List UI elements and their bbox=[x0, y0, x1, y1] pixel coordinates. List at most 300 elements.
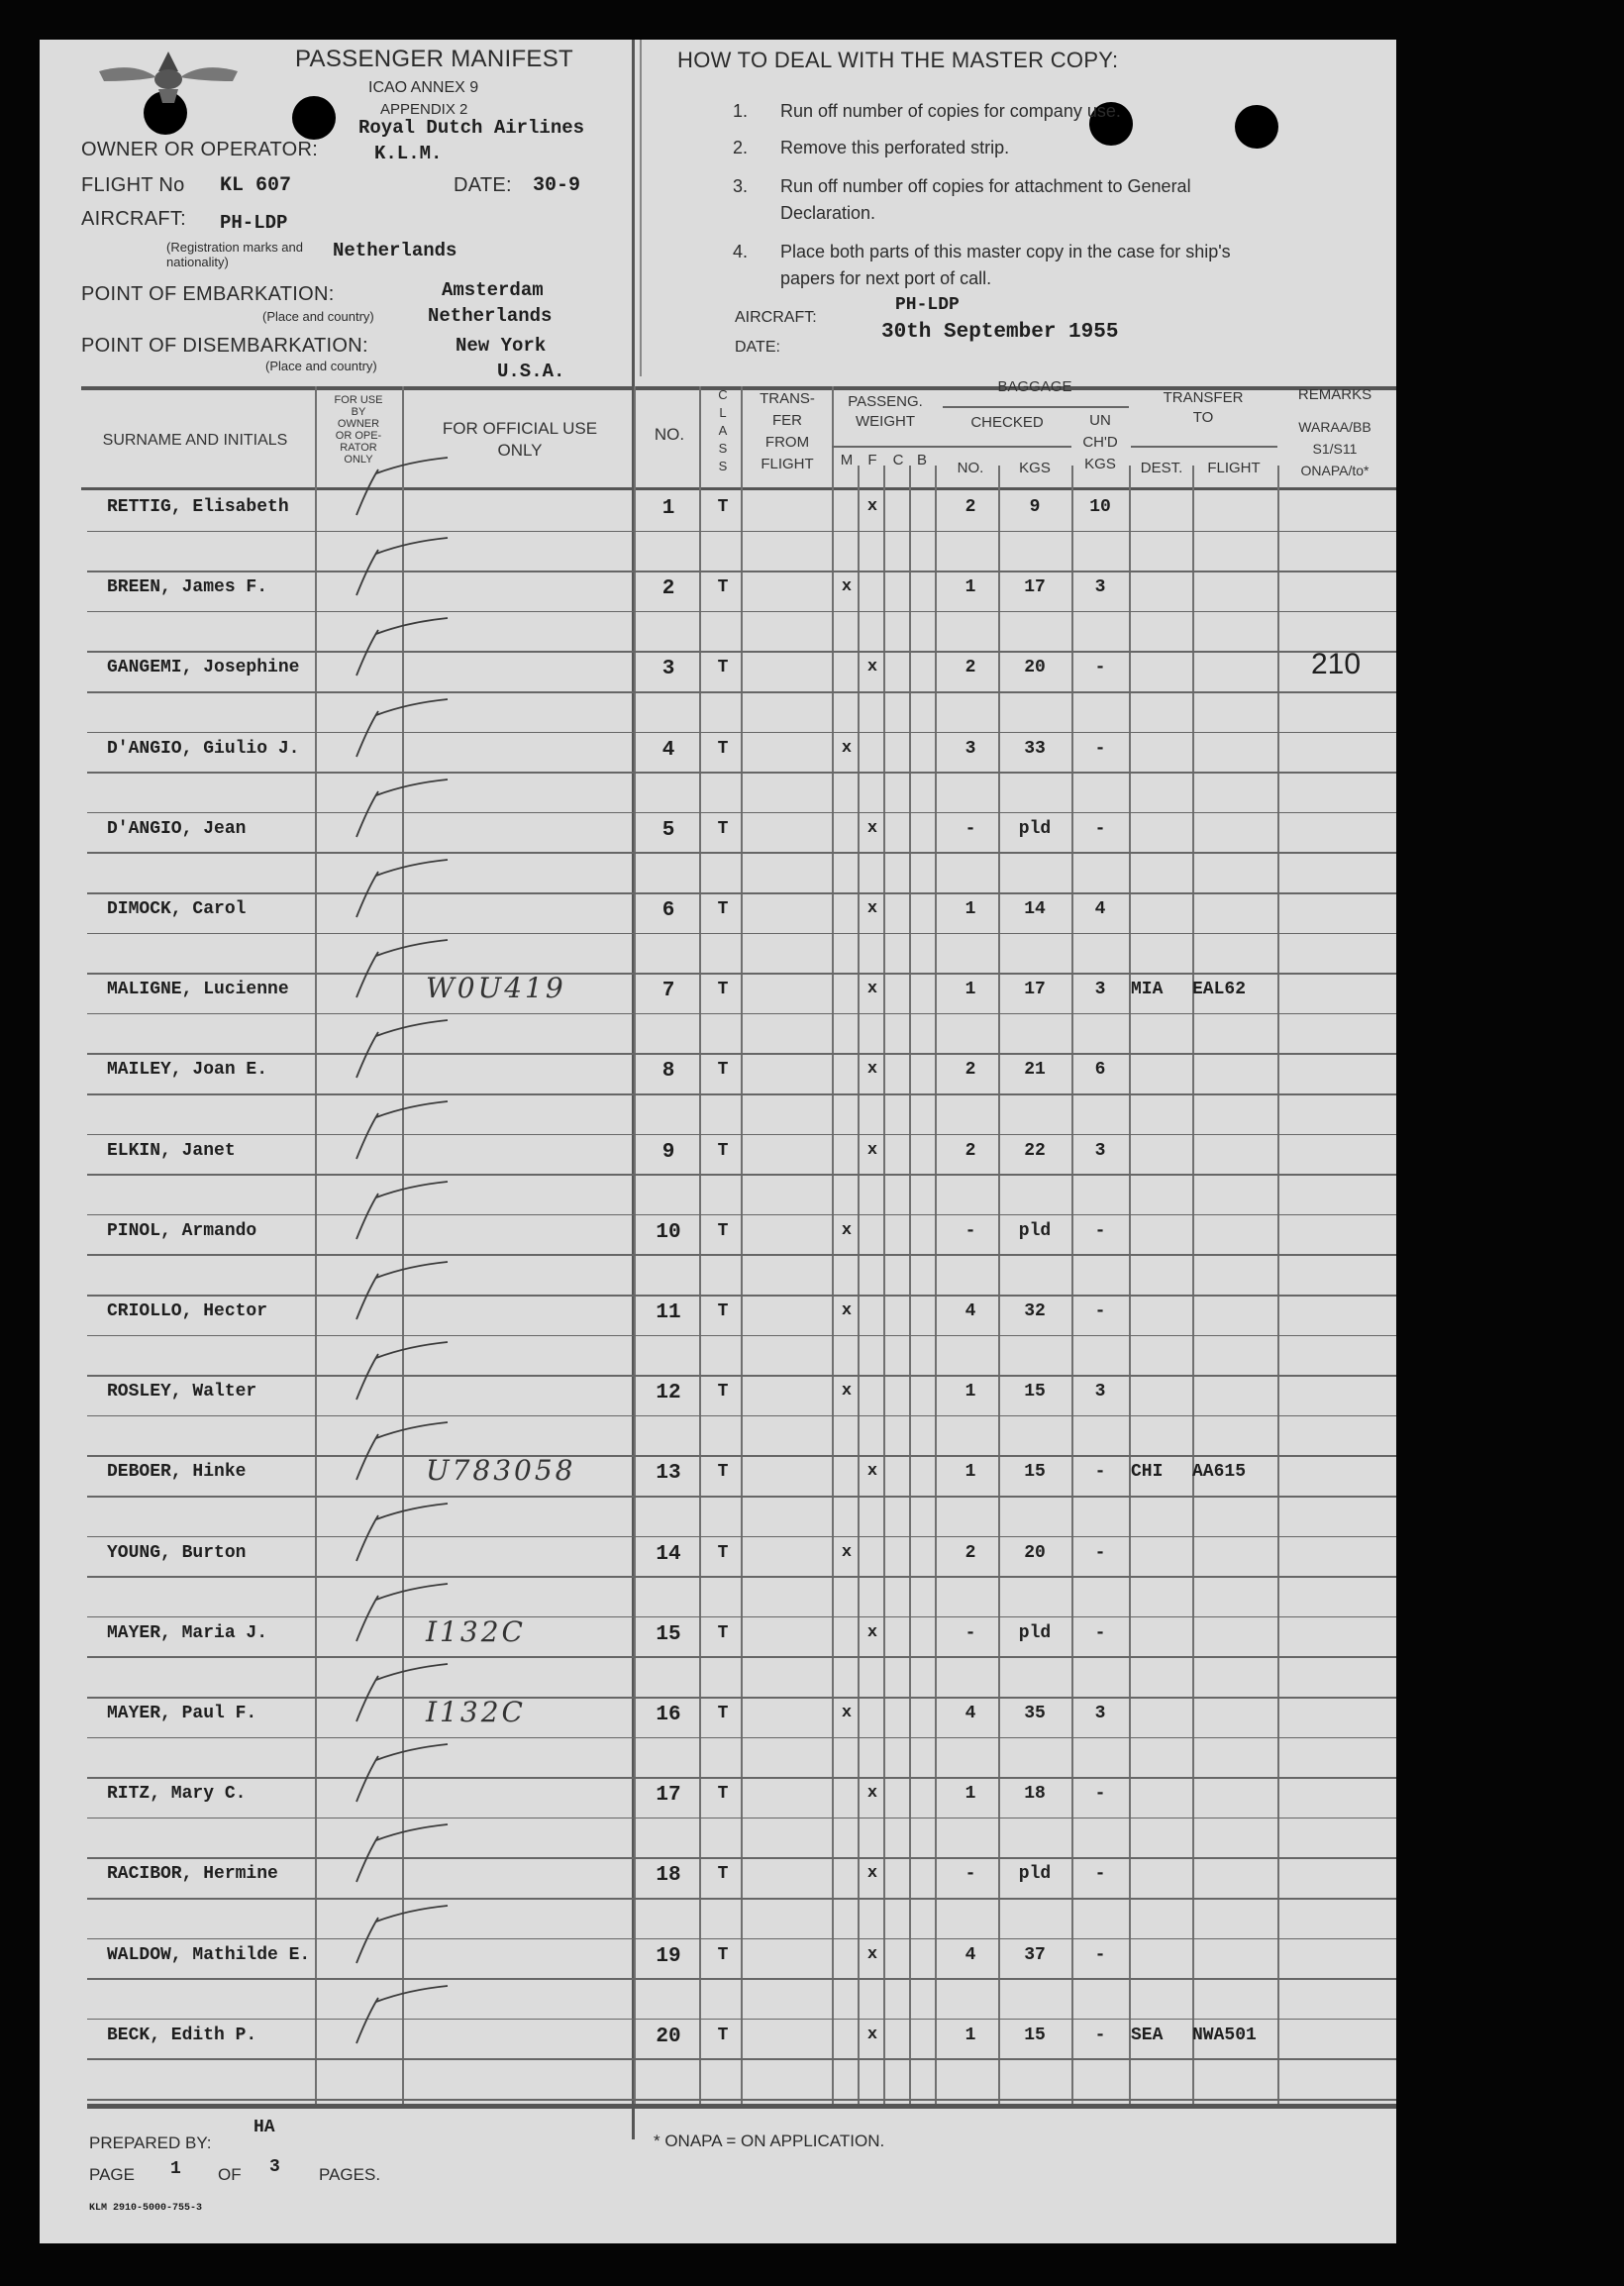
column-rule bbox=[634, 386, 636, 2108]
row-rule bbox=[87, 852, 1396, 854]
col-b: B bbox=[916, 452, 927, 468]
row-rule bbox=[87, 651, 1396, 653]
cell-no: 8 bbox=[661, 1060, 675, 1084]
cell-kgs: 33 bbox=[1024, 738, 1046, 759]
header-divider-2 bbox=[640, 40, 642, 376]
flight-value: KL 607 bbox=[220, 174, 292, 197]
header-bottom-line bbox=[81, 487, 1396, 490]
cell-unchd: - bbox=[1094, 2025, 1106, 2045]
col-transfer-from: TRANS- FER FROM FLIGHT bbox=[760, 390, 815, 472]
cell-bag-no: - bbox=[964, 818, 976, 839]
cell-cls: T bbox=[717, 1784, 729, 1805]
column-rule bbox=[699, 386, 701, 2108]
official-use-entry: I132C bbox=[426, 1696, 526, 1728]
cell-unchd: - bbox=[1094, 658, 1106, 678]
check-mark-icon bbox=[349, 1742, 457, 1812]
passenger-name: RACIBOR, Hermine bbox=[107, 1864, 278, 1885]
passenger-name: RITZ, Mary C. bbox=[107, 1784, 247, 1805]
col-owner-use: FOR USE BY OWNER OR OPE- RATOR ONLY bbox=[334, 394, 383, 466]
header-sub-rule bbox=[832, 446, 943, 448]
cell-bag-no: 4 bbox=[964, 1301, 976, 1321]
weight-mark: x bbox=[866, 1784, 878, 1804]
instruction-num: 3. bbox=[733, 176, 749, 196]
check-mark-icon bbox=[349, 1099, 457, 1169]
instruction-text: Place both parts of this master copy in the case for ship's bbox=[780, 242, 1231, 261]
row-rule bbox=[87, 1295, 1396, 1297]
cell-unchd: - bbox=[1094, 1542, 1106, 1563]
cell-bag-no: 1 bbox=[964, 2025, 976, 2045]
owner-label: OWNER OR OPERATOR: bbox=[81, 139, 319, 160]
column-rule bbox=[741, 386, 743, 2108]
col-official: FOR OFFICIAL USE ONLY bbox=[442, 419, 598, 460]
check-mark-icon bbox=[349, 697, 457, 767]
row-rule bbox=[87, 812, 1396, 814]
cell-unchd: - bbox=[1094, 1301, 1106, 1321]
cell-no: 1 bbox=[661, 497, 675, 520]
weight-mark: x bbox=[866, 899, 878, 918]
cell-cls: T bbox=[717, 1542, 729, 1563]
onapa-note: * ONAPA = ON APPLICATION. bbox=[654, 2131, 885, 2150]
weight-mark: x bbox=[866, 658, 878, 677]
cell-cls: T bbox=[717, 1864, 729, 1885]
check-mark-icon bbox=[349, 1662, 457, 1731]
check-mark-icon bbox=[349, 778, 457, 847]
instr-date-label: DATE: bbox=[735, 339, 780, 356]
row-rule bbox=[87, 1978, 1396, 1980]
row-rule bbox=[87, 973, 1396, 975]
cell-dest: SEA bbox=[1131, 2025, 1164, 2045]
passenger-name: PINOL, Armando bbox=[107, 1220, 257, 1241]
row-rule bbox=[87, 1375, 1396, 1377]
embark-country: Netherlands bbox=[428, 305, 553, 327]
registration-note: (Registration marks and nationality) bbox=[166, 240, 303, 269]
cell-no: 15 bbox=[656, 1622, 681, 1646]
cell-unchd: 6 bbox=[1094, 1060, 1106, 1081]
check-mark-icon bbox=[349, 1822, 457, 1892]
cell-bag-no: - bbox=[964, 1864, 976, 1885]
col-baggage: BAGGAGE bbox=[997, 378, 1072, 395]
cell-no: 14 bbox=[656, 1542, 681, 1566]
cell-cls: T bbox=[717, 738, 729, 759]
cell-bag-no: 3 bbox=[964, 738, 976, 759]
passenger-name: BECK, Edith P. bbox=[107, 2025, 257, 2045]
passenger-name: CRIOLLO, Hector bbox=[107, 1301, 268, 1321]
cell-kgs: 22 bbox=[1024, 1140, 1046, 1161]
col-f: F bbox=[867, 452, 877, 468]
cell-no: 3 bbox=[661, 658, 675, 681]
cell-no: 20 bbox=[656, 2025, 681, 2048]
row-rule bbox=[87, 1898, 1396, 1900]
disembark-label: POINT OF DISEMBARKATION: bbox=[81, 335, 368, 357]
cell-bag-no: 2 bbox=[964, 497, 976, 517]
col-remarks: REMARKS bbox=[1297, 386, 1372, 403]
cell-kgs: 20 bbox=[1024, 658, 1046, 678]
row-rule bbox=[87, 1496, 1396, 1498]
cell-kgs: pld bbox=[1018, 1220, 1052, 1241]
cell-bag-no: 2 bbox=[964, 1542, 976, 1563]
cell-no: 4 bbox=[661, 738, 675, 762]
prepared-value: HA bbox=[254, 2118, 275, 2137]
weight-mark: x bbox=[866, 1944, 878, 1964]
row-rule bbox=[87, 1053, 1396, 1055]
instruction-text: Run off number of copies for company use. bbox=[780, 101, 1121, 121]
check-mark-icon bbox=[349, 1582, 457, 1651]
instr-date-value: 30th September 1955 bbox=[881, 321, 1119, 344]
row-rule bbox=[87, 892, 1396, 894]
cell-bag-no: 2 bbox=[964, 1140, 976, 1161]
instruction-num: 4. bbox=[733, 242, 749, 261]
weight-mark: x bbox=[866, 1622, 878, 1642]
cell-kgs: 15 bbox=[1024, 1462, 1046, 1483]
cell-cls: T bbox=[717, 577, 729, 598]
cell-kgs: 37 bbox=[1024, 1944, 1046, 1965]
embark-city: Amsterdam bbox=[442, 279, 544, 301]
row-rule bbox=[87, 1455, 1396, 1457]
row-rule bbox=[87, 1576, 1396, 1578]
cell-kgs: 32 bbox=[1024, 1301, 1046, 1321]
embark-note: (Place and country) bbox=[262, 309, 374, 324]
cell-cls: T bbox=[717, 980, 729, 1000]
cell-no: 9 bbox=[661, 1140, 675, 1164]
cell-kgs: 20 bbox=[1024, 1542, 1046, 1563]
cell-bag-no: 2 bbox=[964, 1060, 976, 1081]
col-no: NO. bbox=[654, 425, 685, 444]
header-sub-rule bbox=[1131, 446, 1277, 448]
cell-no: 11 bbox=[656, 1301, 681, 1324]
header-sub-rule bbox=[943, 446, 1071, 448]
instruction-num: 1. bbox=[733, 101, 749, 121]
passenger-name: DEBOER, Hinke bbox=[107, 1462, 247, 1483]
cell-bag-no: 1 bbox=[964, 980, 976, 1000]
weight-mark: x bbox=[866, 1060, 878, 1080]
row-rule bbox=[87, 1174, 1396, 1176]
weight-mark: x bbox=[841, 1704, 853, 1722]
check-mark-icon bbox=[349, 1904, 457, 1973]
cell-unchd: 10 bbox=[1089, 497, 1111, 517]
column-rule bbox=[935, 466, 937, 2108]
instr-aircraft-label: AIRCRAFT: bbox=[735, 309, 817, 326]
column-rule bbox=[832, 386, 834, 2108]
cell-bag-no: 1 bbox=[964, 1462, 976, 1483]
disembark-note: (Place and country) bbox=[265, 359, 377, 373]
pages-label: PAGES. bbox=[319, 2165, 381, 2184]
instruction-text: Declaration. bbox=[780, 203, 876, 223]
row-rule bbox=[87, 1013, 1396, 1015]
disembark-country: U.S.A. bbox=[497, 361, 565, 382]
cell-dest: MIA bbox=[1131, 980, 1164, 1000]
official-use-entry: U783058 bbox=[426, 1454, 576, 1488]
check-mark-icon bbox=[349, 1260, 457, 1329]
cell-kgs: 15 bbox=[1024, 2025, 1046, 2045]
row-rule bbox=[87, 1938, 1396, 1940]
weight-mark: x bbox=[866, 1462, 878, 1482]
cell-bag-no: 1 bbox=[964, 577, 976, 598]
cell-unchd: - bbox=[1094, 1864, 1106, 1885]
cell-cls: T bbox=[717, 1060, 729, 1081]
instructions-title: HOW TO DEAL WITH THE MASTER COPY: bbox=[677, 48, 1119, 72]
check-mark-icon bbox=[349, 1018, 457, 1088]
column-rule bbox=[998, 466, 1000, 2108]
cell-no: 16 bbox=[656, 1704, 681, 1726]
row-rule bbox=[87, 1777, 1396, 1779]
cell-bag-no: 1 bbox=[964, 899, 976, 919]
passenger-name: MAYER, Paul F. bbox=[107, 1704, 257, 1723]
row-rule bbox=[87, 2019, 1396, 2021]
cell-flight: NWA501 bbox=[1192, 2025, 1257, 2045]
punch-hole bbox=[292, 96, 336, 140]
passenger-name: ELKIN, Janet bbox=[107, 1140, 236, 1161]
cell-bag-no: - bbox=[964, 1622, 976, 1643]
col-surname: SURNAME AND INITIALS bbox=[102, 432, 288, 449]
row-rule bbox=[87, 2099, 1396, 2101]
cell-remark: 210 bbox=[1310, 648, 1362, 681]
flight-label: FLIGHT No bbox=[81, 174, 185, 196]
row-rule bbox=[87, 1214, 1396, 1216]
passenger-name: RETTIG, Elisabeth bbox=[107, 497, 289, 517]
check-mark-icon bbox=[349, 1420, 457, 1490]
cell-kgs: 17 bbox=[1024, 980, 1046, 1000]
check-mark-icon bbox=[349, 858, 457, 927]
col-flight: FLIGHT bbox=[1207, 460, 1261, 476]
cell-unchd: 3 bbox=[1094, 1140, 1106, 1161]
weight-mark: x bbox=[866, 818, 878, 838]
check-mark-icon bbox=[349, 456, 457, 525]
cell-cls: T bbox=[717, 1140, 729, 1161]
cell-flight: AA615 bbox=[1192, 1462, 1247, 1483]
cell-kgs: 15 bbox=[1024, 1382, 1046, 1403]
appendix-label: APPENDIX 2 bbox=[380, 101, 468, 118]
cell-no: 2 bbox=[661, 577, 675, 601]
cell-no: 18 bbox=[656, 1864, 681, 1888]
cell-kgs: 18 bbox=[1024, 1784, 1046, 1805]
cell-cls: T bbox=[717, 1382, 729, 1403]
manifest-title: PASSENGER MANIFEST bbox=[295, 46, 574, 72]
cell-no: 12 bbox=[656, 1382, 681, 1405]
passenger-name: ROSLEY, Walter bbox=[107, 1382, 257, 1403]
col-remarks-codes: WARAA/BB S1/S11 ONAPA/to* bbox=[1298, 419, 1371, 478]
check-mark-icon bbox=[349, 1984, 457, 2053]
instr-aircraft-value: PH-LDP bbox=[895, 295, 960, 315]
check-mark-icon bbox=[349, 1340, 457, 1409]
weight-mark: x bbox=[841, 1382, 853, 1402]
official-use-entry: W0U419 bbox=[426, 972, 566, 1005]
cell-unchd: 3 bbox=[1094, 577, 1106, 598]
aircraft-label: AIRCRAFT: bbox=[81, 208, 187, 230]
cell-kgs: 14 bbox=[1024, 899, 1046, 919]
row-rule bbox=[87, 531, 1396, 533]
row-rule bbox=[87, 611, 1396, 613]
cell-bag-no: 1 bbox=[964, 1784, 976, 1805]
cell-cls: T bbox=[717, 1944, 729, 1965]
cell-unchd: - bbox=[1094, 1622, 1106, 1643]
passenger-name: D'ANGIO, Jean bbox=[107, 818, 247, 839]
page-value: 1 bbox=[170, 2159, 181, 2179]
check-mark-icon bbox=[349, 938, 457, 1007]
cell-no: 13 bbox=[656, 1462, 681, 1486]
weight-mark: x bbox=[866, 980, 878, 999]
cell-cls: T bbox=[717, 899, 729, 919]
klm-logo bbox=[99, 42, 238, 116]
cell-dest: CHI bbox=[1131, 1462, 1164, 1483]
column-rule bbox=[315, 386, 317, 2108]
prepared-label: PREPARED BY: bbox=[89, 2133, 212, 2152]
weight-mark: x bbox=[866, 1140, 878, 1160]
cell-bag-no: 1 bbox=[964, 1382, 976, 1403]
cell-flight: EAL62 bbox=[1192, 980, 1247, 1000]
cell-no: 10 bbox=[656, 1220, 681, 1244]
row-rule bbox=[87, 691, 1396, 693]
column-rule bbox=[1071, 466, 1073, 2108]
column-rule bbox=[883, 466, 885, 2108]
row-rule bbox=[87, 1536, 1396, 1538]
cell-unchd: 3 bbox=[1094, 1382, 1106, 1403]
page-label: PAGE bbox=[89, 2165, 135, 2184]
cell-kgs: pld bbox=[1018, 1864, 1052, 1885]
row-rule bbox=[87, 933, 1396, 935]
passenger-name: DIMOCK, Carol bbox=[107, 899, 247, 919]
cell-kgs: pld bbox=[1018, 1622, 1052, 1643]
airline-name: Royal Dutch Airlines bbox=[358, 117, 585, 139]
column-rule bbox=[1192, 466, 1194, 2108]
cell-bag-no: - bbox=[964, 1220, 976, 1241]
cell-kgs: 21 bbox=[1024, 1060, 1046, 1081]
date-label: DATE: bbox=[454, 174, 512, 196]
instruction-text: Remove this perforated strip. bbox=[780, 138, 1010, 157]
row-rule bbox=[87, 1335, 1396, 1337]
form-code: KLM 2910-5000-755-3 bbox=[89, 2203, 203, 2214]
cell-cls: T bbox=[717, 1704, 729, 1723]
cell-cls: T bbox=[717, 658, 729, 678]
weight-mark: x bbox=[866, 1864, 878, 1884]
col-unchd: UN CH'D KGS bbox=[1082, 412, 1118, 472]
row-rule bbox=[87, 1656, 1396, 1658]
row-rule bbox=[87, 571, 1396, 572]
weight-mark: x bbox=[841, 577, 853, 597]
cell-cls: T bbox=[717, 1622, 729, 1643]
weight-mark: x bbox=[866, 2025, 878, 2044]
row-rule bbox=[87, 1697, 1396, 1699]
cell-kgs: 17 bbox=[1024, 577, 1046, 598]
date-value: 30-9 bbox=[533, 174, 581, 197]
passenger-name: D'ANGIO, Giulio J. bbox=[107, 738, 300, 759]
row-rule bbox=[87, 1857, 1396, 1859]
cell-cls: T bbox=[717, 818, 729, 839]
cell-no: 6 bbox=[661, 899, 675, 922]
cell-cls: T bbox=[717, 1462, 729, 1483]
cell-unchd: - bbox=[1094, 738, 1106, 759]
disembark-city: New York bbox=[456, 335, 547, 357]
cell-cls: T bbox=[717, 497, 729, 517]
passenger-name: MAILEY, Joan E. bbox=[107, 1060, 268, 1081]
cell-no: 7 bbox=[661, 980, 675, 1003]
cell-no: 17 bbox=[656, 1784, 681, 1808]
col-c: C bbox=[892, 452, 904, 468]
col-bag-no: NO. bbox=[957, 460, 984, 476]
cell-no: 19 bbox=[656, 1944, 681, 1968]
passenger-name: GANGEMI, Josephine bbox=[107, 658, 300, 678]
cell-cls: T bbox=[717, 2025, 729, 2045]
col-dest: DEST. bbox=[1140, 460, 1183, 476]
passenger-name: MAYER, Maria J. bbox=[107, 1622, 268, 1643]
col-passenger-weight: PASSENG. WEIGHT bbox=[848, 393, 923, 430]
weight-mark: x bbox=[841, 1220, 853, 1240]
column-rule bbox=[1277, 466, 1279, 2108]
row-rule bbox=[87, 732, 1396, 734]
col-m: M bbox=[840, 452, 854, 468]
row-rule bbox=[87, 1134, 1396, 1136]
cell-no: 5 bbox=[661, 818, 675, 842]
cell-unchd: 3 bbox=[1094, 1704, 1106, 1723]
row-rule bbox=[87, 1254, 1396, 1256]
cell-unchd: - bbox=[1094, 1784, 1106, 1805]
row-rule bbox=[87, 2058, 1396, 2060]
cell-unchd: 4 bbox=[1094, 899, 1106, 919]
check-mark-icon bbox=[349, 616, 457, 685]
annex-label: ICAO ANNEX 9 bbox=[368, 79, 479, 96]
cell-cls: T bbox=[717, 1220, 729, 1241]
weight-mark: x bbox=[866, 497, 878, 516]
weight-mark: x bbox=[841, 1542, 853, 1562]
cell-unchd: - bbox=[1094, 818, 1106, 839]
column-rule bbox=[909, 466, 911, 2108]
cell-cls: T bbox=[717, 1301, 729, 1321]
cell-bag-no: 4 bbox=[964, 1944, 976, 1965]
column-rule bbox=[1129, 466, 1131, 2108]
passenger-name: MALIGNE, Lucienne bbox=[107, 980, 289, 1000]
punch-hole bbox=[1235, 105, 1278, 149]
cell-kgs: 35 bbox=[1024, 1704, 1046, 1723]
col-class: C L A S S bbox=[718, 387, 728, 473]
check-mark-icon bbox=[349, 1180, 457, 1249]
row-rule bbox=[87, 1737, 1396, 1739]
check-mark-icon bbox=[349, 536, 457, 605]
check-mark-icon bbox=[349, 1502, 457, 1571]
passenger-name: BREEN, James F. bbox=[107, 577, 268, 598]
of-label: OF bbox=[218, 2165, 242, 2184]
cell-kgs: 9 bbox=[1029, 497, 1041, 517]
row-rule bbox=[87, 1818, 1396, 1819]
cell-kgs: pld bbox=[1018, 818, 1052, 839]
col-kgs: KGS bbox=[1019, 460, 1051, 476]
instruction-text: Run off number off copies for attachment to General bbox=[780, 176, 1191, 196]
col-checked: CHECKED bbox=[970, 414, 1044, 431]
passenger-name: WALDOW, Mathilde E. bbox=[107, 1944, 311, 1965]
cell-unchd: - bbox=[1094, 1220, 1106, 1241]
instruction-num: 2. bbox=[733, 138, 749, 157]
weight-mark: x bbox=[841, 1301, 853, 1320]
instruction-text: papers for next port of call. bbox=[780, 268, 992, 288]
of-value: 3 bbox=[269, 2157, 280, 2177]
passenger-name: YOUNG, Burton bbox=[107, 1542, 247, 1563]
cell-unchd: - bbox=[1094, 1944, 1106, 1965]
cell-bag-no: 2 bbox=[964, 658, 976, 678]
cell-unchd: 3 bbox=[1094, 980, 1106, 1000]
weight-mark: x bbox=[841, 738, 853, 758]
col-transfer-to: TRANSFER TO bbox=[1163, 389, 1244, 426]
official-use-entry: I132C bbox=[426, 1614, 526, 1648]
row-rule bbox=[87, 1093, 1396, 1095]
footer-line bbox=[87, 2104, 1396, 2108]
header-sub-rule bbox=[943, 406, 1129, 408]
embark-label: POINT OF EMBARKATION: bbox=[81, 283, 335, 305]
aircraft-value: PH-LDP bbox=[220, 212, 288, 234]
row-rule bbox=[87, 1415, 1396, 1417]
column-rule bbox=[858, 466, 860, 2108]
row-rule bbox=[87, 1616, 1396, 1618]
row-rule bbox=[87, 772, 1396, 774]
registration-value: Netherlands bbox=[333, 240, 457, 261]
cell-bag-no: 4 bbox=[964, 1704, 976, 1723]
